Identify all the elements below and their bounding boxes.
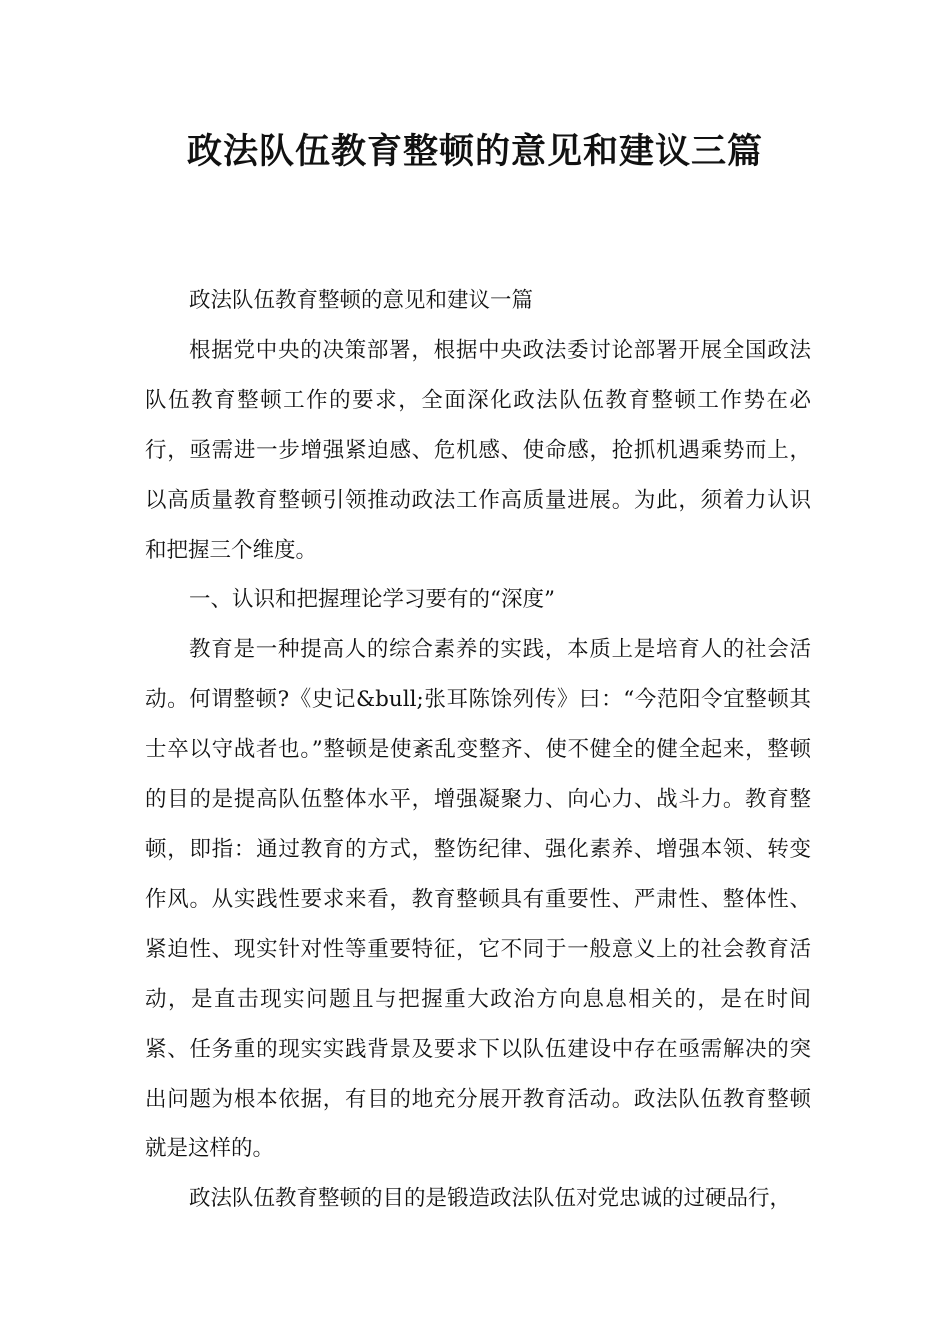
section-heading: 政法队伍教育整顿的意见和建议一篇 [189,288,534,313]
document-body [145,276,811,1224]
body-paragraph: 教育是一种提高人的综合素养的实践，本质上是培育人的社会活动。何谓整顿?《史记&bull;张耳陈馀列传》曰：“今范阳令宜整顿其士卒以守战者也。”整顿是使紊乱变整齐、使不健全的健全起来，整顿的目的是提高队伍整体水平，增强凝聚力、向心力、战斗力。教育整顿，即指：通过教育的方式，整饬纪律、强化素养、增强本领、转变作风。从实践性要求来看，教育整顿具有重要性、严肃性、整体性、紧迫性、现实针对性等重要特征，它不同于一般意义上的社会教育活动，是直击现实问题且与把握重大政治方向息息相关的，是在时间紧、任务重的现实实践背景及要求下以队伍建设中存在亟需解决的突出问题为根本依据，有目的地充分展开教育活动。政法队伍教育整顿就是这样的。 [145,637,811,1162]
document-title: 政法队伍教育整顿的意见和建议三篇 [186,132,763,172]
subsection-heading: 一、认识和把握理论学习要有的“深度” [189,587,555,613]
body-paragraph: 政法队伍教育整顿的目的是锻造政法队伍对党忠诚的过硬品行， [189,1186,792,1212]
body-paragraph: 根据党中央的决策部署，根据中央政法委讨论部署开展全国政法队伍教育整顿工作的要求，全面深化政法队伍教育整顿工作势在必行，亟需进一步增强紧迫感、危机感、使命感，抢抓机遇乘势而上，以高质量教育整顿引领推动政法工作高质量进展。为此，须着力认识和把握三个维度。 [145,337,811,563]
